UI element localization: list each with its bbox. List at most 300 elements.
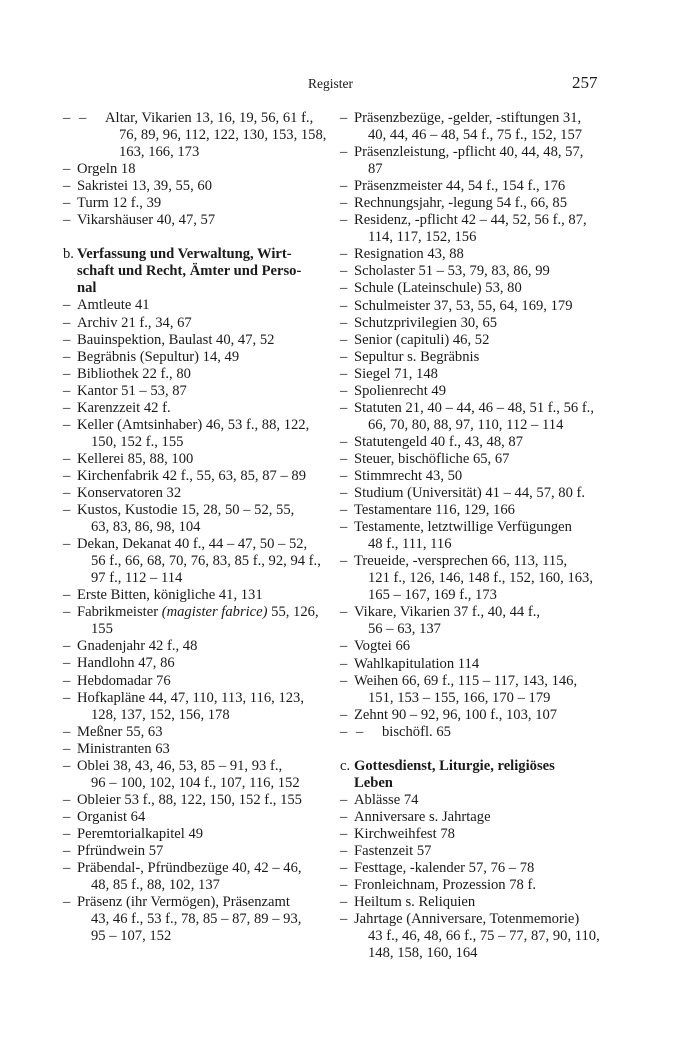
entry-line: Altar, Vikarien 13, 16, 19, 56, 61 f., [105,110,314,126]
entry-continuation [77,707,339,724]
dash-marker: – [340,246,348,263]
entry-line: Erste Bitten, königliche 41, 131 [77,587,263,604]
index-entry [63,195,339,212]
index-entry [63,673,339,690]
entry-line: Präsenzleistung, -pflicht 40, 44, 48, 57, [354,144,584,161]
entry-line: Spolienrecht 49 [354,382,447,399]
entry-text [77,451,339,468]
entry-line: Hebdomadar 76 [77,672,171,689]
entry-text [77,383,339,400]
index-entry [340,656,616,673]
index-entry [63,587,339,604]
entry-line: 48 f., 111, 116 [368,536,452,553]
entry-line: Ablässe 74 [354,791,419,808]
dash-marker: – [340,825,348,842]
entry-line: Handlohn 47, 86 [77,655,175,672]
index-entry [63,400,339,417]
dash-marker: – [63,655,71,672]
entry-continuation [77,519,339,536]
entry-text [354,195,616,212]
entry-line: 155 [91,621,113,638]
entry-continuation [354,945,616,962]
index-entry [340,298,616,315]
dash-marker: – [340,672,348,689]
dash-marker: – [63,723,71,740]
index-entry [63,741,339,758]
dash-marker: – [63,502,71,519]
dash-marker: – [63,195,71,212]
index-entry [340,246,616,263]
dash-marker: – [79,110,87,126]
entry-text [77,400,339,417]
index-entry [63,468,339,485]
entry-text [77,349,339,366]
index-entry [63,315,339,332]
entry-line: Pfründwein 57 [77,842,164,859]
entry-text [354,349,616,366]
index-entry [340,724,616,741]
index-entry [340,349,616,366]
entry-text [77,843,339,860]
entry-line: Senior (capituli) 46, 52 [354,331,490,348]
entry-line: Testamentare 116, 129, 166 [354,502,515,519]
entry-line: Peremtorialkapitel 49 [77,825,204,842]
dash-marker: – [340,399,348,416]
dash-marker: – [340,791,348,808]
index-entry [340,383,616,400]
entry-line: Oblei 38, 43, 46, 53, 85 – 91, 93 f., [77,757,283,774]
entry-continuation [77,553,339,570]
dash-marker: – [340,433,348,450]
index-entry [340,673,616,707]
dash-marker: – [63,348,71,365]
dash-marker: – [63,382,71,399]
entry-continuation [354,536,616,553]
entry-line: Obleier 53 f., 88, 122, 150, 152 f., 155 [77,791,302,808]
entry-text [354,809,616,826]
entry-line: Fronleichnam, Prozession 78 f. [354,877,536,894]
entry-text [77,792,339,809]
entry-text [77,366,339,383]
index-entry [340,212,616,246]
entry-line: Kirchweihfest 78 [354,825,455,842]
dash-marker: – [340,519,348,536]
section-heading-line: Gottesdienst, Liturgie, religiöses [354,757,555,774]
entry-line: 165 – 167, 169 f., 173 [368,587,497,604]
section-letter: b. [63,246,74,263]
dash-marker: – [340,894,348,911]
index-entry [63,604,339,638]
entry-text [354,366,616,383]
entry-line: 96 – 100, 102, 104 f., 107, 116, 152 [91,774,300,791]
index-entry [340,434,616,451]
entry-line: Kellerei 85, 88, 100 [77,450,194,467]
index-entry [340,144,616,178]
entry-text [354,843,616,860]
dash-marker: – [63,297,71,314]
entry-line: Schutzprivilegien 30, 65 [354,314,498,331]
dash-marker: – [340,314,348,331]
entry-text [354,263,616,280]
dash-marker: – [340,638,348,655]
entry-line: Testamente, letztwillige Verfügungen [354,519,572,536]
entry-text [77,860,339,877]
entry-line: Jahrtage (Anniversare, Totenmemorie) [354,911,580,928]
entry-text [382,724,616,741]
entry-text [354,502,616,519]
index-entry [340,604,616,638]
entry-text [354,434,616,451]
index-entry [340,826,616,843]
index-entry [63,502,339,536]
dash-marker: – [63,450,71,467]
entry-text [77,178,339,195]
entry-line: Scholaster 51 – 53, 79, 83, 86, 99 [354,263,550,280]
entry-continuation [77,911,339,928]
entry-line: 48, 85 f., 88, 102, 137 [91,877,220,894]
entry-line: bischöfl. 65 [382,723,451,740]
entry-line: Residenz, -pflicht 42 – 44, 52, 56 f., 87, [354,212,587,229]
index-entry [340,502,616,519]
index-entry [63,655,339,672]
index-entry [340,553,616,604]
entry-text [354,110,616,127]
dash-marker: – [340,144,348,161]
entry-line: Vikarshäuser 40, 47, 57 [77,212,216,229]
entry-line: 40, 44, 46 – 48, 54 f., 75 f., 152, 157 [368,127,583,144]
entry-line: Präsenzmeister 44, 54 f., 154 f., 176 [354,178,566,195]
entry-text [354,656,616,673]
entry-text [354,298,616,315]
entry-continuation [354,621,616,638]
entry-text [354,400,616,417]
index-entry [340,809,616,826]
entry-line: Anniversare s. Jahrtage [354,808,491,825]
index-entry [63,332,339,349]
index-entry [63,792,339,809]
dash-marker: – [63,314,71,331]
entry-line: Präsenz (ihr Vermögen), Präsenzamt [77,894,290,911]
entry-text [77,297,339,314]
entry-line: Begräbnis (Sepultur) 14, 49 [77,348,240,365]
entry-text [77,536,339,553]
dash-marker: – [340,263,348,280]
entry-text [354,673,616,690]
index-entry [63,349,339,366]
entry-continuation [354,928,616,945]
dash-marker: – [340,450,348,467]
entry-continuation [105,127,339,144]
dash-marker: – [340,178,348,195]
dash-marker: – [340,860,348,877]
entry-line: Weihen 66, 69 f., 115 – 117, 143, 146, [354,672,578,689]
entry-line: 121 f., 126, 146, 148 f., 152, 160, 163, [368,570,593,587]
entry-continuation [354,229,616,246]
dash-marker: – [63,110,71,126]
index-entry [63,451,339,468]
entry-continuation [77,877,339,894]
running-head [0,73,700,96]
entry-line: Heiltum s. Reliquien [354,894,476,911]
dash-marker: – [340,911,348,928]
entry-line: Studium (Universität) 41 – 44, 57, 80 f. [354,485,586,502]
dash-marker: – [340,382,348,399]
entry-line: Resignation 43, 88 [354,246,464,263]
section-heading [63,246,339,297]
entry-line: Siegel 71, 148 [354,365,438,382]
section-heading [340,758,616,792]
entry-text [354,315,616,332]
entry-continuation [354,690,616,707]
entry-line: Schulmeister 37, 53, 55, 64, 169, 179 [354,297,573,314]
index-entry [63,894,339,945]
section-spacer [340,741,616,758]
entry-text [354,485,616,502]
index-entry [63,485,339,502]
entry-continuation [77,928,339,945]
entry-text [354,519,616,536]
index-entry [63,826,339,843]
entry-text [354,246,616,263]
index-entry [340,195,616,212]
section-letter: c. [340,757,351,774]
entry-text [77,161,339,178]
entry-text [354,877,616,894]
entry-line: 76, 89, 96, 112, 122, 130, 153, 158, [119,127,327,144]
index-entry [340,519,616,553]
index-entry [63,178,339,195]
entry-line: Amtleute 41 [77,297,150,314]
entry-text [77,417,339,434]
entry-text [354,280,616,297]
index-column-left [63,110,339,945]
entry-line: 56 f., 66, 68, 70, 76, 83, 85 f., 92, 94 f., [91,553,321,570]
entry-text [77,826,339,843]
entry-line: Treueide, -versprechen 66, 113, 115, [354,553,568,570]
index-entry [340,263,616,280]
entry-continuation [354,127,616,144]
dash-marker: – [340,655,348,672]
dash-marker: – [63,894,71,911]
entry-line: Organist 64 [77,808,146,825]
dash-marker: – [63,484,71,501]
index-entry [63,297,339,314]
entry-text [354,860,616,877]
entry-text [77,604,339,621]
section-heading-line: Verfassung und Verwaltung, Wirt- [77,246,292,263]
entry-line: Stimmrecht 43, 50 [354,467,463,484]
index-entry [340,400,616,434]
index-entry [340,843,616,860]
entry-line: 66, 70, 80, 88, 97, 110, 112 – 114 [368,416,564,433]
latin-term: (magister fabrice) [161,604,268,621]
section-spacer [63,229,339,246]
entry-text [77,485,339,502]
entry-line: Sepultur s. Begräbnis [354,348,480,365]
entry-text [105,110,339,127]
entry-line: Festtage, -kalender 57, 76 – 78 [354,860,535,877]
dash-marker: – [63,638,71,655]
index-entry [63,758,339,792]
entry-line: Archiv 21 f., 34, 67 [77,314,192,331]
entry-line: Meßner 55, 63 [77,723,163,740]
entry-continuation [354,587,616,604]
dash-marker: – [340,604,348,621]
index-entry [63,860,339,894]
entry-line: Schule (Lateinschule) 53, 80 [354,280,522,297]
entry-text [77,758,339,775]
entry-line: 87 [368,161,383,178]
dash-marker: – [63,399,71,416]
dash-marker: – [340,485,348,502]
entry-text [77,655,339,672]
entry-continuation [354,161,616,178]
entry-line: Hofkapläne 44, 47, 110, 113, 116, 123, [77,689,304,706]
index-entry [63,110,339,161]
dash-marker: – [63,791,71,808]
entry-line: 63, 83, 86, 98, 104 [91,519,201,536]
dash-marker: – [63,587,71,604]
entry-continuation [77,570,339,587]
entry-text [77,212,339,229]
dash-marker: – [340,365,348,382]
entry-line: Kirchenfabrik 42 f., 55, 63, 85, 87 – 89 [77,467,306,484]
index-entry [63,724,339,741]
index-entry [340,468,616,485]
entry-text [77,195,339,212]
entry-text [354,332,616,349]
entry-text [77,741,339,758]
entry-line: Zehnt 90 – 92, 96, 100 f., 103, 107 [354,706,558,723]
dash-marker: – [340,212,348,229]
entry-line: 114, 117, 152, 156 [368,229,477,246]
running-title: Register [308,76,353,91]
index-entry [340,451,616,468]
page-number: 257 [572,73,598,92]
index-entry [340,707,616,724]
dash-marker: – [63,178,71,195]
entry-continuation [105,144,339,161]
dash-marker: – [63,331,71,348]
index-entry [63,638,339,655]
dash-marker: – [340,348,348,365]
entry-line: 148, 158, 160, 164 [368,945,478,962]
section-heading-line: schaft und Recht, Ämter und Perso- [77,263,302,280]
dash-marker: – [63,757,71,774]
entry-line: Kantor 51 – 53, 87 [77,382,187,399]
entry-line: Orgeln 18 [77,161,136,178]
dash-marker: – [63,672,71,689]
dash-marker: – [63,604,71,621]
dash-marker: – [340,110,348,126]
entry-line: 43, 46 f., 53 f., 78, 85 – 87, 89 – 93, [91,911,302,928]
entry-line: Statuten 21, 40 – 44, 46 – 48, 51 f., 56 f., [354,399,594,416]
dash-marker: – [340,723,348,740]
entry-text [354,638,616,655]
entry-text [354,212,616,229]
entry-line: 151, 153 – 155, 166, 170 – 179 [368,689,551,706]
dash-marker: – [63,808,71,825]
index-entry [340,894,616,911]
entry-line: Ministranten 63 [77,740,170,757]
dash-marker: – [63,842,71,859]
entry-line: Dekan, Dekanat 40 f., 44 – 47, 50 – 52, [77,536,308,553]
section-heading-line: nal [77,280,97,297]
index-entry [63,843,339,860]
entry-line: Keller (Amtsinhaber) 46, 53 f., 88, 122, [77,416,310,433]
index-entry [63,690,339,724]
index-entry [63,809,339,826]
index-entry [340,280,616,297]
entry-text [354,894,616,911]
dash-marker: – [63,740,71,757]
entry-text [354,604,616,621]
entry-text [77,332,339,349]
entry-line: Kustos, Kustodie 15, 28, 50 – 52, 55, [77,502,295,519]
index-entry [340,877,616,894]
entry-line: Turm 12 f., 39 [77,195,162,212]
entry-line: Präbendal-, Pfründbezüge 40, 42 – 46, [77,860,302,877]
entry-line: 95 – 107, 152 [91,928,172,945]
entry-line: Bibliothek 22 f., 80 [77,365,191,382]
entry-text [354,383,616,400]
index-entry [340,315,616,332]
entry-continuation [354,570,616,587]
dash-marker: – [340,553,348,570]
index-entry [63,366,339,383]
entry-text [77,724,339,741]
index-entry [340,178,616,195]
dash-marker: – [63,689,71,706]
dash-marker: – [63,365,71,382]
entry-text [77,315,339,332]
entry-text [77,468,339,485]
entry-line: Vogtei 66 [354,638,411,655]
entry-line: Rechnungsjahr, -legung 54 f., 66, 85 [354,195,568,212]
entry-line: Wahlkapitulation 114 [354,655,480,672]
index-entry [340,332,616,349]
index-entry [63,536,339,587]
dash-marker: – [340,808,348,825]
entry-continuation [77,621,339,638]
entry-text [354,144,616,161]
index-entry [63,383,339,400]
entry-line: 43 f., 46, 48, 66 f., 75 – 77, 87, 90, 110, [368,928,600,945]
index-entry [63,417,339,451]
entry-line: Gnadenjahr 42 f., 48 [77,638,198,655]
entry-line: Bauinspektion, Baulast 40, 47, 52 [77,331,275,348]
index-entry [63,212,339,229]
dash-marker: – [340,706,348,723]
entry-line: 97 f., 112 – 114 [91,570,183,587]
entry-line: Konservatoren 32 [77,484,182,501]
index-entry [340,792,616,809]
dash-marker: – [340,297,348,314]
entry-line: Statutengeld 40 f., 43, 48, 87 [354,433,524,450]
index-entry [63,161,339,178]
entry-text [354,468,616,485]
dash-marker: – [340,331,348,348]
entry-line: 128, 137, 152, 156, 178 [91,706,230,723]
index-entry [340,860,616,877]
dash-marker: – [63,416,71,433]
index-entry [340,638,616,655]
entry-continuation [77,434,339,451]
entry-line: Vikare, Vikarien 37 f., 40, 44 f., [354,604,541,621]
dash-marker: – [63,860,71,877]
entry-text [354,553,616,570]
entry-line: 163, 166, 173 [119,144,200,161]
